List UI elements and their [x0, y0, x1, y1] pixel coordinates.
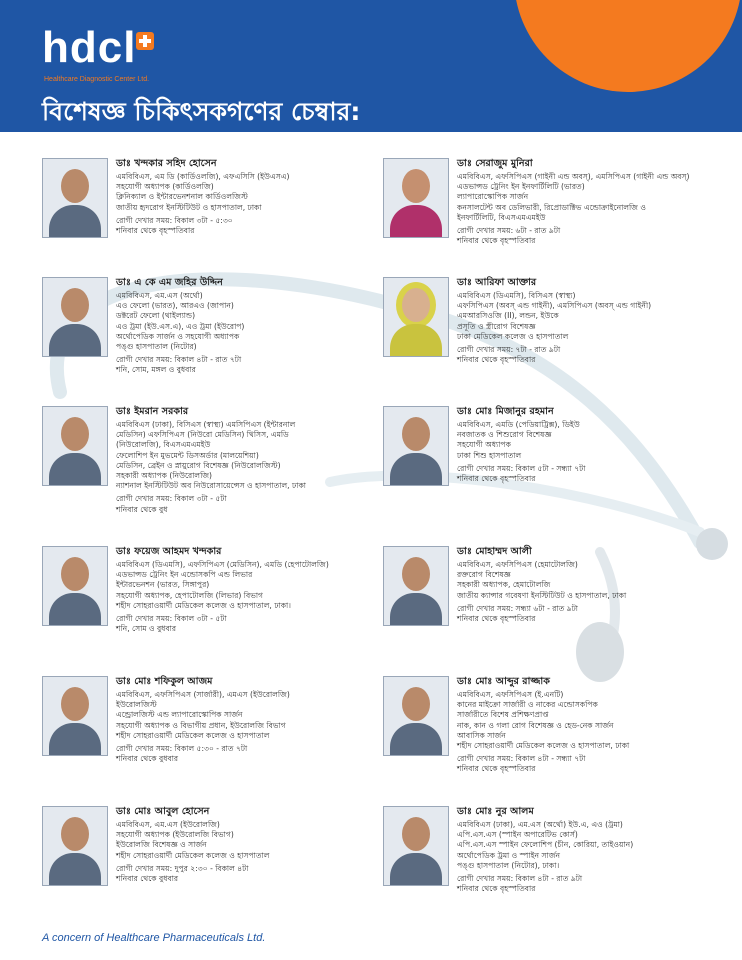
footer-text: A concern of Healthcare Pharmaceuticals Ltd. — [42, 932, 266, 944]
doctor-schedule-days: শনিবার থেকে বৃহস্পতিবার — [457, 884, 536, 894]
doctor-qualification: এমবিবিএস, এফসিপিএস (গাইনী এন্ড অবস্), এমসিপিএস (গাইনী এন্ড অবস্) — [457, 172, 690, 181]
doctor-qualification: এমবিবিএস, এফসিপিএস (ই.এনটি) — [457, 690, 564, 699]
doctor-qualification: এপি.এস.এস স্পাইন ফেলোশিপ (চীন, কোরিয়া, তাইওয়ান) — [457, 840, 634, 850]
doctor-schedule-time: রোগী দেখার সময়: বিকাল ৪টা - রাত ৯টা — [457, 874, 583, 884]
doctor-qualification: শহীদ সোহরাওয়ার্দী মেডিকেল কলেজ ও হাসপাতাল, ঢাকা। — [116, 600, 291, 610]
doctor-qualification: মেডিসিন, ব্রেইন ও স্নায়ুরোগ বিশেষজ্ঞ (নিউরোলজিস্ট) — [116, 460, 281, 470]
doctor-photo — [42, 676, 108, 756]
doctor-qualification: রক্তরোগ বিশেষজ্ঞ — [457, 570, 511, 580]
doctor-photo — [383, 806, 449, 886]
doctor-name: ডাঃ মোহাম্মদ আলী — [457, 546, 532, 557]
doctor-qualification: এমবিবিএস (ঢাকা), এম.এস (অর্থো) ইউ.এ, এও (ট্রমা) — [457, 820, 623, 829]
doctor-name: ডাঃ মোঃ মিজানুর রহমান — [457, 406, 554, 417]
doctor-schedule-days: শনিবার থেকে বুধবার — [116, 754, 179, 764]
doctor-card — [383, 406, 703, 526]
doctor-schedule-days: শনিবার থেকে বৃহস্পতিবার — [457, 236, 536, 246]
doctor-name: ডাঃ ফয়েজ আহমদ খন্দকার — [116, 546, 222, 557]
logo-tagline: Healthcare Diagnostic Center Ltd. — [44, 76, 150, 83]
doctor-schedule-days: শনিবার থেকে বৃহস্পতিবার — [457, 474, 536, 484]
doctor-photo — [42, 806, 108, 886]
doctor-qualification: এমআরসিওজি (II), লন্ডন, ইউকে — [457, 311, 559, 321]
doctor-card — [383, 277, 703, 397]
doctor-card — [383, 806, 703, 926]
doctor-schedule-days: শনিবার থেকে বৃহস্পতিবার — [457, 764, 536, 774]
doctor-name: ডাঃ মোঃ নুর আলম — [457, 806, 534, 817]
doctor-qualification: এমবিবিএস (ঢাকা), বিসিএস (স্বাস্থ্য) এমসিপিএস (ইন্টারনাল — [116, 420, 296, 429]
hdcl-logo — [42, 23, 202, 86]
doctor-qualification: অর্থোপেডিক সার্জন ও সহযোগী অধ্যাপক — [116, 331, 240, 341]
doctor-qualification: সহকারী অধ্যাপক (নিউরোলজি) — [116, 471, 213, 481]
doctor-qualification: সহযোগী অধ্যাপক — [457, 440, 511, 450]
doctor-schedule-time: রোগী দেখার সময়: বিকাল ৪টা - সন্ধ্যা ৭টা — [457, 754, 586, 764]
doctor-schedule-time: রোগী দেখার সময়: ৬টা - রাত ৯টা — [457, 226, 561, 236]
doctor-qualification: জাতীয় হৃদরোগ ইনস্টিটিউট ও হাসপাতাল, ঢাকা — [116, 202, 262, 212]
doctor-qualification: এমবিবিএস, এম.এস (অর্থো) — [116, 291, 203, 300]
doctor-qualification: সহযোগী অধ্যাপক (ইউরোলজি বিভাগ) — [116, 830, 234, 840]
doctor-schedule-days: শনিবার থেকে বুধবার — [116, 874, 179, 884]
doctor-photo — [42, 546, 108, 626]
doctor-qualification: এমবিবিএস, এম ডি (কার্ডিওলজি), এফএসিসি (ইউএসএ) — [116, 172, 290, 181]
doctor-qualification: এপি.এস.এস (স্পাইন অপারেটিভ কোর্স) — [457, 830, 578, 840]
doctor-qualification: সহযোগী অধ্যাপক (কার্ডিওলজি) — [116, 182, 214, 192]
doctor-schedule-days: শনিবার থেকে বুধ — [116, 504, 168, 514]
doctor-qualification: এও ট্রমা (ইউ.এস.এ), এও ট্রমা (ইউরোপ) — [116, 321, 245, 331]
doctor-schedule-days: শনি, সোম, মঙ্গল ও বুধবার — [116, 365, 196, 375]
doctor-qualification: এও ফেলো (ভারত), আরএও (জাপান) — [116, 301, 234, 311]
doctor-qualification: এন্ড্রোলজিস্ট এন্ড ল্যাপারোস্কোপিক সার্জন — [116, 710, 243, 720]
doctor-schedule-days: শনিবার থেকে বৃহস্পতিবার — [457, 614, 536, 624]
doctor-photo — [42, 277, 108, 357]
doctor-qualification: শহীদ সোহরাওয়ার্দী মেডিকেল কলেজ ও হাসপাতাল — [116, 850, 270, 860]
doctor-qualification: ঢাকা শিশু হাসপাতাল — [457, 450, 522, 460]
doctor-card — [42, 676, 362, 796]
doctor-schedule-days: শনি, সোম ও বুধবার — [116, 624, 177, 634]
doctor-card — [383, 546, 703, 666]
doctor-qualification: নাক, কান ও গলা রোগ বিশেষজ্ঞ ও হেড-নেক সার্জন — [457, 720, 614, 730]
doctor-qualification: এমবিবিএস (ডিএমসি), এফসিপিএস (মেডিসিন), এমডি (হেপাটোলজি) — [116, 560, 329, 569]
decorative-circle — [514, 0, 742, 92]
doctor-schedule-time: রোগী দেখার সময়: বিকাল ৩টা - ৫:৩০ — [116, 215, 233, 225]
doctor-qualification: জাতীয় ক্যান্সার গবেষণা ইনস্টিটিউট ও হাসপাতাল, ঢাকা — [457, 590, 627, 600]
doctor-qualification: এডভান্সড ট্রেনিং ইন এন্ডোসকপি এন্ড লিভার — [116, 570, 253, 580]
doctor-name: ডাঃ মোঃ আব্দুর রাজ্জাক — [457, 676, 550, 687]
doctor-card — [42, 277, 362, 397]
doctor-photo — [383, 277, 449, 357]
doctor-qualification: ইন্টারভেনশন (ভারত, সিঙ্গাপুর) — [116, 580, 210, 590]
doctor-schedule-time: রোগী দেখার সময়: বিকাল ৩টা - ৫টা — [116, 614, 227, 624]
doctor-schedule-time: রোগী দেখার সময়: বিকাল ৫টা - সন্ধ্যা ৭টা — [457, 463, 586, 473]
doctor-qualification: ন্যাশনাল ইনস্টিটিউট অব নিউরোসায়েন্সেস ও হাসপাতাল, ঢাকা — [116, 481, 306, 491]
doctor-card — [42, 406, 362, 526]
doctor-schedule-days: শনিবার থেকে বৃহস্পতিবার — [457, 355, 536, 365]
doctor-name: ডাঃ ইমরান সরকার — [116, 406, 189, 417]
doctor-qualification: ইউরোলজিস্ট — [116, 700, 157, 710]
doctor-qualification: এমবিবিএস (ডিএমসি), বিসিএস (স্বাস্থ্য) — [457, 291, 576, 300]
doctor-qualification: এমবিবিএস, এফসিপিএস (হেমাটোলজি) — [457, 560, 578, 569]
doctor-qualification: প্রসূতি ও স্ত্রীরোগ বিশেষজ্ঞ — [457, 321, 536, 331]
doctor-qualification: এডভান্সড ট্রেনিং ইন ইনফার্টিলিটি (ভারত) — [457, 182, 585, 192]
doctor-qualification: পঙ্গু হাসপাতাল (নিটোর) — [116, 342, 197, 352]
doctor-qualification: ঢাকা মেডিকেল কলেজ ও হাসপাতাল — [457, 331, 569, 341]
doctor-qualification: পঙ্গু হাসপাতাল (নিটোর), ঢাকা। — [457, 860, 560, 870]
doctor-qualification: সহযোগী অধ্যাপক, হেপাটোলজি (লিভার) বিভাগ — [116, 590, 264, 600]
doctor-name: ডাঃ খন্দকার সহিদ হোসেন — [116, 158, 217, 169]
doctor-qualification: শহীদ সোহরাওয়ার্দী মেডিকেল কলেজ ও হাসপাতাল, ঢাকা — [457, 741, 630, 751]
doctor-qualification: আবাসিক সার্জন — [457, 730, 506, 740]
doctor-photo — [383, 158, 449, 238]
doctor-qualification: সহযোগী অধ্যাপক ও বিভাগীয় প্রধান, ইউরোলজি বিভাগ — [116, 720, 286, 730]
doctor-qualification: ডক্টরেট ফেলো (থাইল্যান্ড) — [116, 311, 196, 321]
doctor-card — [42, 546, 362, 666]
doctor-name: ডাঃ আরিফা আক্তার — [457, 277, 537, 288]
doctor-card — [383, 158, 703, 278]
doctor-qualification: ইউরোলজি বিশেষজ্ঞ ও সার্জন — [116, 840, 207, 850]
doctor-qualification: এমবিবিএস, এম.এস (ইউরোলজি) — [116, 820, 220, 829]
doctor-qualification: এমবিবিএস, এমডি (পেডিয়াট্রিক্স), ডিইউ — [457, 420, 580, 429]
doctor-qualification: সহকারী অধ্যাপক, হেমাটোলজি — [457, 580, 551, 590]
doctor-photo — [42, 406, 108, 486]
doctor-qualification: শহীদ সোহরাওয়ার্দী মেডিকেল কলেজ ও হাসপাতাল — [116, 730, 270, 740]
doctor-name: ডাঃ এ কে এম জহির উদ্দিন — [116, 277, 223, 288]
doctor-schedule-time: রোগী দেখার সময়: সন্ধ্যা ৬টা - রাত ৯টা — [457, 603, 579, 613]
doctor-qualification: কনসালটেন্ট অব ডেলিভারী, রিপ্রোডাক্টিভ এন্ডোক্রাইনোলজি ও — [457, 202, 646, 212]
doctor-name: ডাঃ মোঃ শফিকুল আজম — [116, 676, 213, 687]
doctor-qualification: ইনফার্টিলিটি, বিএসএমএমইউ — [457, 212, 546, 222]
doctor-schedule-time: রোগী দেখার সময়: ৭টা - রাত ৯টা — [457, 345, 561, 355]
doctor-qualification: ফেলোশিপ ইন মুভমেন্ট ডিসঅর্ডার (মালয়েশিয়া) — [116, 450, 259, 460]
logo-wordmark: hdcl — [42, 23, 137, 72]
doctor-photo — [383, 676, 449, 756]
doctor-name: ডাঃ মোঃ আবুল হোসেন — [116, 806, 210, 817]
doctor-photo — [383, 546, 449, 626]
page-title: বিশেষজ্ঞ চিকিৎসকগণের চেম্বার: — [42, 97, 361, 126]
doctor-schedule-time: রোগী দেখার সময়: বিকাল ৪টা - রাত ৭টা — [116, 355, 242, 365]
header-banner — [0, 0, 742, 132]
doctor-schedule-time: রোগী দেখার সময়: বিকাল ৫:৩০ - রাত ৭টা — [116, 744, 248, 754]
doctor-schedule-days: শনিবার থেকে বৃহস্পতিবার — [116, 226, 195, 236]
doctor-qualification: ল্যাপারোস্কোপিক সার্জন — [457, 192, 529, 202]
medical-cross-icon — [136, 32, 154, 50]
doctor-qualification: মেডিসিন) এফসিপিএস (নিউরো মেডিসিন) থিসিস, এমডি — [116, 430, 289, 440]
doctor-qualification: অর্থোপেডিক ট্রমা ও স্পাইন সার্জন — [457, 850, 561, 860]
doctor-photo — [383, 406, 449, 486]
doctor-photo — [42, 158, 108, 238]
doctor-qualification: এফসিপিএস (অবস্ এন্ড গাইনী), এমসিপিএস (অবস্ এন্ড গাইনী) — [457, 301, 652, 311]
doctor-qualification: (নিউরোলজি), বিএসএমএমইউ — [116, 440, 211, 450]
doctor-schedule-time: রোগী দেখার সময়: বিকাল ৩টা - ৫টা — [116, 494, 227, 504]
doctor-qualification: এমবিবিএস, এফসিপিএস (সার্জারী), এমএস (ইউরোলজি) — [116, 690, 290, 699]
doctor-card — [42, 158, 362, 278]
doctor-qualification: নবজাতক ও শিশুরোগ বিশেষজ্ঞ — [457, 430, 552, 440]
doctor-card — [383, 676, 703, 796]
doctor-card — [42, 806, 362, 926]
doctor-schedule-time: রোগী দেখার সময়: দুপুর ২:৩০ - বিকাল ৪টা — [116, 863, 249, 873]
doctor-name: ডাঃ সেরাজুম মুনিরা — [457, 158, 533, 169]
doctor-qualification: ক্লিনিক্যাল ও ইন্টারভেনশনাল কার্ডিওলজিস্ট — [116, 192, 248, 202]
doctor-qualification: সার্জারীতে বিশেষ প্রশিক্ষণপ্রাপ্ত — [457, 710, 549, 720]
doctor-qualification: কানের মাইক্রো সার্জারী ও নাকের এন্ডোসকপিক — [457, 700, 598, 710]
